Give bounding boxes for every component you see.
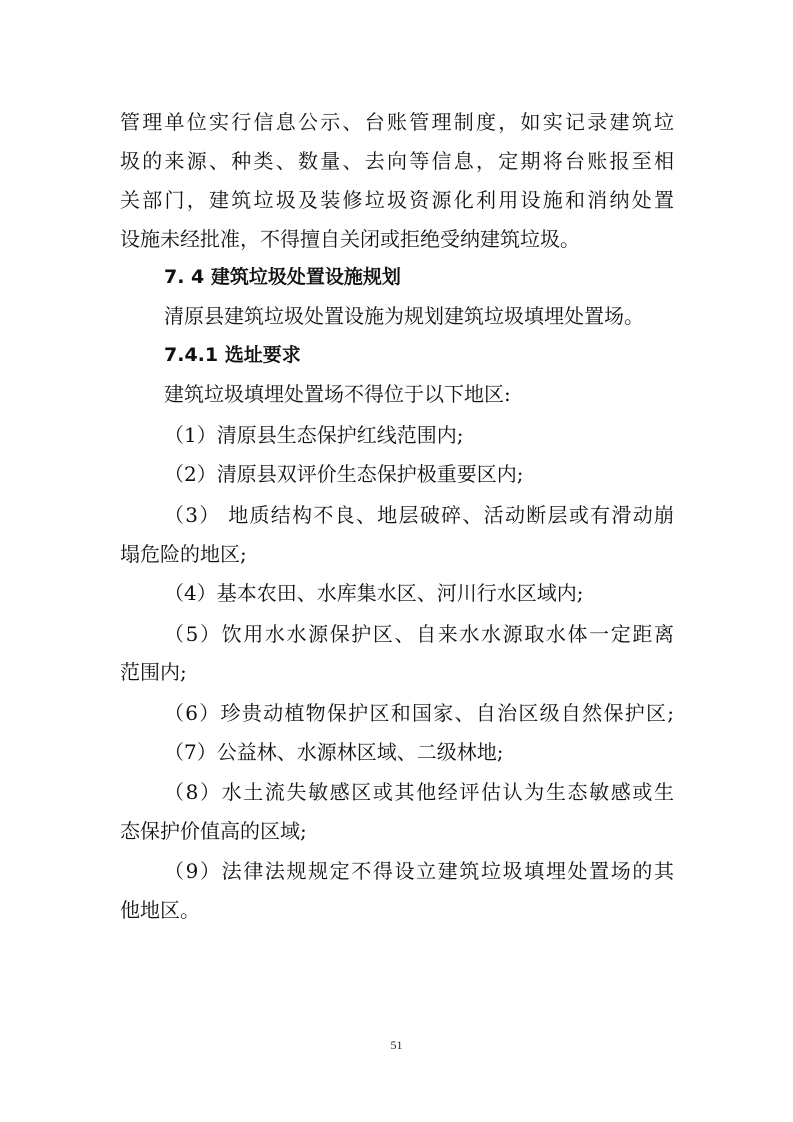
- list-item: （3） 地质结构不良、地层破碎、活动断层或有滑动崩: [164, 503, 674, 527]
- list-item: （5）饮用水水源保护区、自来水水源取水体一定距离: [164, 622, 674, 646]
- list-item: （8）水土流失敏感区或其他经评估认为生态敏感或生: [164, 780, 674, 804]
- list-item: （9）法律法规规定不得设立建筑垃圾填埋处置场的其: [164, 859, 674, 883]
- paragraph-line: 圾的来源、种类、数量、去向等信息，定期将台账报至相: [120, 149, 674, 173]
- list-item: （7）公益林、水源林区域、二级林地;: [164, 740, 504, 764]
- subsection-heading: 7.4.1 选址要求: [164, 344, 301, 366]
- paragraph-line: 关部门，建筑垃圾及装修垃圾资源化利用设施和消纳处置: [120, 188, 674, 212]
- list-item: （4）基本农田、水库集水区、河川行水区域内;: [164, 581, 584, 605]
- list-item: （1）清原县生态保护红线范围内;: [164, 423, 464, 447]
- paragraph-line: 管理单位实行信息公示、台账管理制度，如实记录建筑垃: [120, 110, 674, 134]
- list-item-continuation: 他地区。: [120, 898, 200, 922]
- list-item: （2）清原县双评价生态保护极重要区内;: [164, 462, 524, 486]
- page-number: 51: [390, 1038, 403, 1052]
- list-item-continuation: 范围内;: [120, 660, 187, 684]
- paragraph-line: 建筑垃圾填埋处置场不得位于以下地区:: [164, 382, 511, 406]
- list-item-continuation: 塌危险的地区;: [120, 542, 247, 566]
- paragraph-line: 清原县建筑垃圾处置设施为规划建筑垃圾填埋处置场。: [164, 304, 644, 328]
- section-heading: 7. 4 建筑垃圾处置设施规划: [164, 266, 401, 288]
- paragraph-line: 设施未经批准，不得擅自关闭或拒绝受纳建筑垃圾。: [120, 227, 580, 251]
- list-item: （6）珍贵动植物保护区和国家、自治区级自然保护区;: [164, 701, 674, 725]
- list-item-continuation: 态保护价值高的区域;: [120, 819, 307, 843]
